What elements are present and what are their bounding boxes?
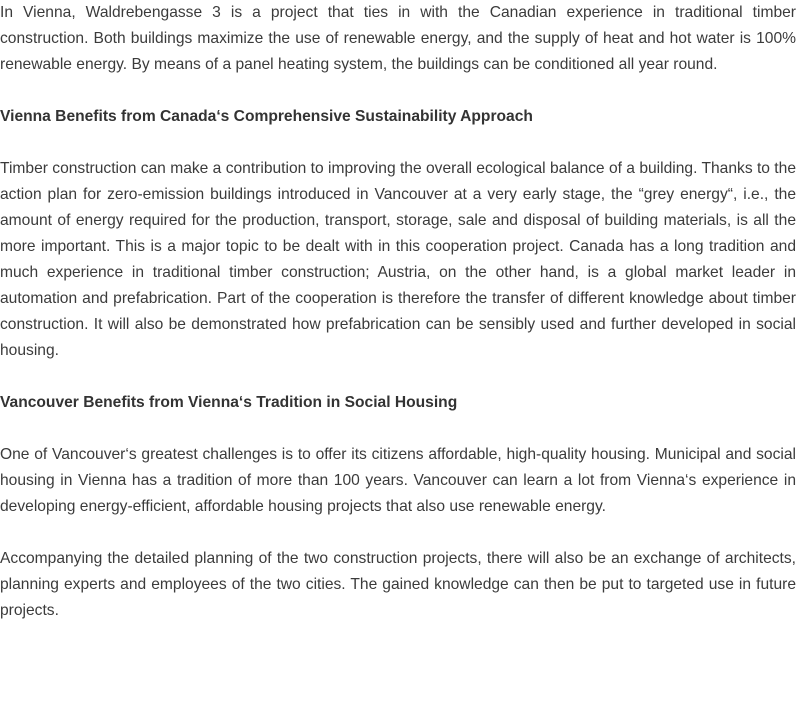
spacer <box>0 78 796 104</box>
section-paragraph-timber-construction: Timber construction can make a contribution to improving the overall ecological balance of a building. Thanks to the action plan for zero-emission buildings introduced in Vancouver at a very early stage, the “grey energy“, i.e., the amount of energy required for the production, transport, storage, sale and disposal of building materials, is all the more important. This is a major topic to be dealt with in this cooperation project. Canada has a long tradition and much experience in traditional timber construction; Austria, on the other hand, is a global market leader in automation and prefabrication. Part of the cooperation is therefore the transfer of different knowledge about timber construction. It will also be demonstrated how prefabrication can be sensibly used and further developed in social housing. <box>0 160 796 359</box>
closing-paragraph: Accompanying the detailed planning of the two construction projects, there will also be an exchange of architects, planning experts and employees of the two cities. The gained knowledge can then be put to targeted use in future projects. <box>0 550 796 619</box>
section-heading-vienna-benefits: Vienna Benefits from Canada‘s Comprehensive Sustainability Approach <box>0 108 533 125</box>
spacer <box>0 520 796 546</box>
section-paragraph-social-housing: One of Vancouver‘s greatest challenges is to offer its citizens affordable, high-quality housing. Municipal and social housing in Vienna has a tradition of more than 100 years. Vancouver can learn a lot from Vienna‘s experience in developing energy-efficient, affordable housing projects that also use renewable energy. <box>0 446 796 515</box>
intro-paragraph: In Vienna, Waldrebengasse 3 is a project that ties in with the Canadian experience in traditional timber construction. Both buildings maximize the use of renewable energy, and the supply of heat and hot water is 100% renewable energy. By means of a panel heating system, the buildings can be conditioned all year round. <box>0 4 796 73</box>
section-heading-vancouver-benefits: Vancouver Benefits from Vienna‘s Tradition in Social Housing <box>0 394 458 411</box>
spacer <box>0 364 796 390</box>
spacer <box>0 416 796 442</box>
spacer <box>0 130 796 156</box>
